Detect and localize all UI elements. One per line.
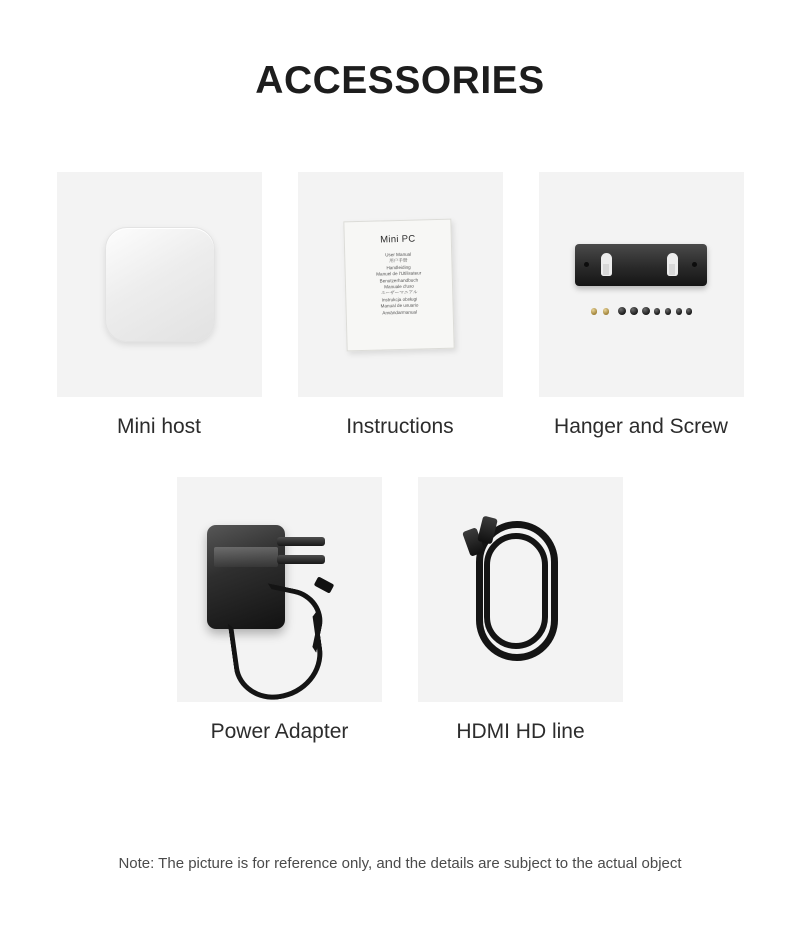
screw-set-icon xyxy=(587,304,697,318)
booklet-line: Instrukcja obsługi xyxy=(381,296,417,303)
screw xyxy=(676,308,683,315)
booklet-line: Manuel de l'Utilisateur xyxy=(375,270,421,277)
booklet-line: 用户手册 xyxy=(388,258,408,264)
adapter-cord-loop xyxy=(256,583,329,653)
adapter-dc-plug xyxy=(314,576,335,593)
accessory-label: Instructions xyxy=(346,415,454,438)
adapter-label-strip xyxy=(214,547,278,567)
booklet-line: Manual de usuario xyxy=(380,302,418,309)
reference-note: Note: The picture is for reference only, and the details are subject to the actual object xyxy=(118,855,682,872)
booklet-title: Mini PC xyxy=(379,233,416,246)
screw xyxy=(686,308,693,315)
mini-pc-icon xyxy=(105,227,215,342)
bracket-slot xyxy=(667,253,678,276)
adapter-prongs xyxy=(277,535,325,569)
bracket-hole xyxy=(584,262,589,267)
hdmi-cable-inner-loop xyxy=(484,533,548,649)
accessory-label: Hanger and Screw xyxy=(554,415,728,438)
accessory-label: Mini host xyxy=(116,415,202,438)
screw xyxy=(591,308,598,315)
screw xyxy=(618,307,626,315)
booklet-line: Benutzerhandbuch xyxy=(379,277,418,284)
accessory-image-power-adapter xyxy=(177,477,382,702)
screw xyxy=(603,308,610,315)
booklet-line: User Manual xyxy=(384,251,411,258)
accessory-card-hanger xyxy=(539,172,744,439)
adapter-prong xyxy=(277,537,325,546)
accessory-card-hdmi xyxy=(418,477,623,744)
accessories-row-1 xyxy=(0,172,800,439)
booklet-line: ユーザーマニアル xyxy=(380,289,418,296)
accessory-label: HDMI HD line xyxy=(456,720,585,743)
vesa-bracket-icon xyxy=(539,172,744,397)
booklet-line: Handleiding xyxy=(385,264,411,271)
booklet-line: Manuale d'uso xyxy=(383,283,414,290)
accessories-row-2 xyxy=(0,477,800,744)
accessory-card-instructions xyxy=(298,172,503,439)
manual-booklet-icon xyxy=(343,219,454,352)
accessory-image-instructions xyxy=(298,172,503,397)
bracket-plate xyxy=(575,244,707,286)
accessory-image-mini-host xyxy=(57,172,262,397)
booklet-language-list xyxy=(345,251,453,318)
screw xyxy=(665,308,672,315)
accessory-image-hanger xyxy=(539,172,744,397)
screw xyxy=(630,307,638,315)
accessory-card-mini-host xyxy=(57,172,262,439)
accessory-card-power-adapter xyxy=(177,477,382,744)
bracket-hole xyxy=(692,262,697,267)
screw xyxy=(642,307,650,315)
booklet-line: Användarmanual xyxy=(381,309,417,316)
accessory-image-hdmi xyxy=(418,477,623,702)
adapter-prong xyxy=(277,555,325,564)
screw xyxy=(654,308,661,315)
accessory-label: Power Adapter xyxy=(210,720,349,743)
page-title: ACCESSORIES xyxy=(255,59,545,102)
bracket-slot xyxy=(601,253,612,276)
